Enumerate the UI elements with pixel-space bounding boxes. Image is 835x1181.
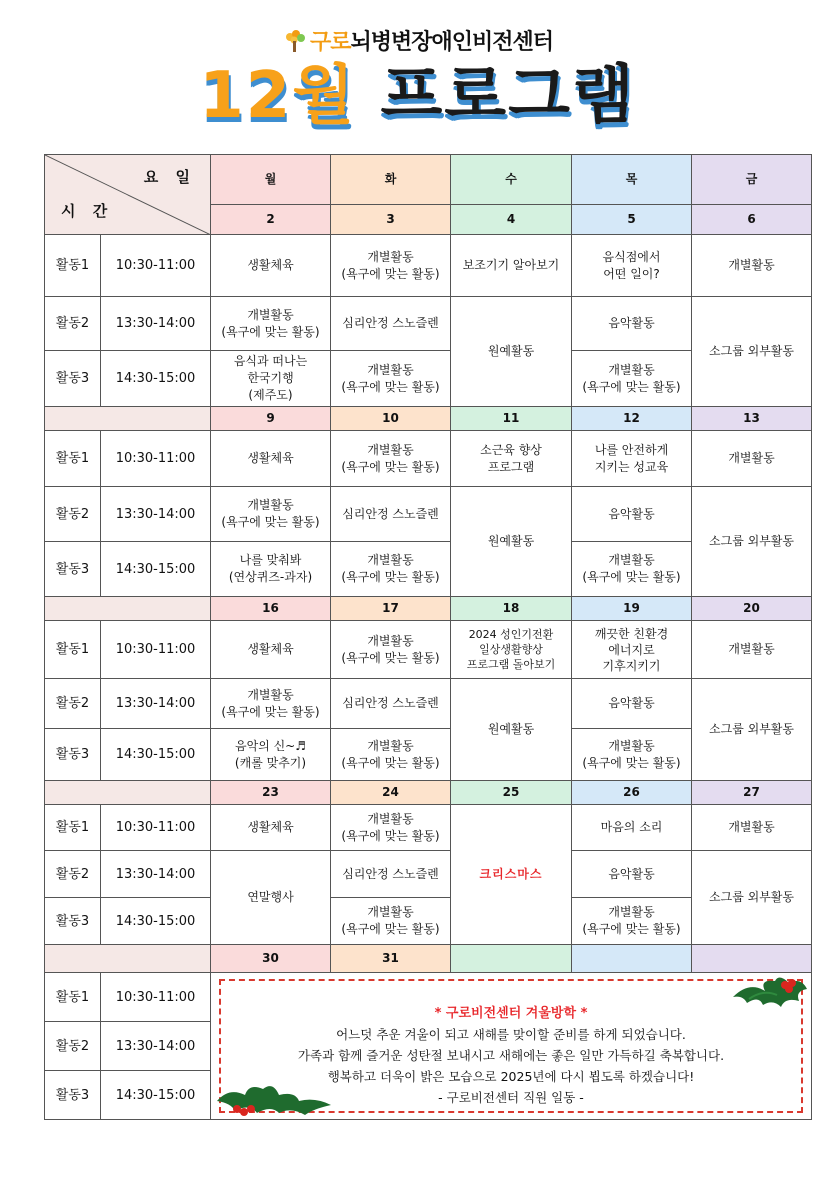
time-slot: 13:30-14:00 xyxy=(101,1022,211,1071)
day-tue: 화 xyxy=(331,155,451,205)
date-cell: 13 xyxy=(692,407,812,431)
activity-label: 활동3 xyxy=(45,729,101,781)
date-cell: 3 xyxy=(331,205,451,235)
program-cell: 개별활동 (욕구에 맞는 활동) xyxy=(331,621,451,679)
program-cell: 개별활동 xyxy=(692,805,812,851)
date-cell: 27 xyxy=(692,781,812,805)
page-title xyxy=(0,60,835,132)
program-cell: 개별활동 (욕구에 맞는 활동) xyxy=(211,487,331,542)
date-cell: 11 xyxy=(451,407,572,431)
blank-cell xyxy=(45,781,211,805)
program-cell: 개별활동 (욕구에 맞는 활동) xyxy=(572,542,692,597)
time-slot: 14:30-15:00 xyxy=(101,351,211,407)
date-cell: 24 xyxy=(331,781,451,805)
time-slot: 13:30-14:00 xyxy=(101,679,211,729)
time-slot: 13:30-14:00 xyxy=(101,487,211,542)
activity-label: 활동3 xyxy=(45,1071,101,1120)
date-cell: 20 xyxy=(692,597,812,621)
time-slot: 10:30-11:00 xyxy=(101,805,211,851)
date-cell: 12 xyxy=(572,407,692,431)
time-slot: 10:30-11:00 xyxy=(101,431,211,487)
program-cell: 생활체육 xyxy=(211,805,331,851)
activity-label: 활동3 xyxy=(45,351,101,407)
time-slot: 10:30-11:00 xyxy=(101,235,211,297)
program-cell: 음식점에서 어떤 일이? xyxy=(572,235,692,297)
program-cell: 음악활동 xyxy=(572,487,692,542)
notice-line: 가족과 함께 즐거운 성탄절 보내시고 새해에는 좋은 일만 가득하길 축복합니다. xyxy=(297,1048,725,1063)
corner-header xyxy=(45,155,211,235)
blank-cell xyxy=(45,597,211,621)
activity-label: 활동2 xyxy=(45,297,101,351)
notice-line: 행복하고 더욱이 밝은 모습으로 2025년에 다시 뵙도록 하겠습니다! xyxy=(327,1069,695,1084)
program-cell: 연말행사 xyxy=(211,851,331,945)
date-cell: 26 xyxy=(572,781,692,805)
program-cell: 개별활동 (욕구에 맞는 활동) xyxy=(572,351,692,407)
program-cell: 개별활동 (욕구에 맞는 활동) xyxy=(331,431,451,487)
activity-label: 활동1 xyxy=(45,973,101,1022)
program-cell: 심리안정 스노즐렌 xyxy=(331,487,451,542)
program-cell: 소그룹 외부활동 xyxy=(692,297,812,407)
program-cell: 개별활동 xyxy=(692,621,812,679)
activity-label: 활동1 xyxy=(45,805,101,851)
program-cell: 심리안정 스노즐렌 xyxy=(331,297,451,351)
org-suffix: 뇌병변장애인비전센터 xyxy=(350,30,554,55)
program-cell: 개별활동 (욕구에 맞는 활동) xyxy=(331,235,451,297)
program-cell: 소그룹 외부활동 xyxy=(692,851,812,945)
tree-logo-icon xyxy=(282,28,308,54)
date-cell: 31 xyxy=(331,945,451,973)
day-thu: 목 xyxy=(572,155,692,205)
program-cell: 원예활동 xyxy=(451,297,572,407)
program-cell: 음악의 신~♬ (캐롤 맞추기) xyxy=(211,729,331,781)
day-label: 요 일 xyxy=(143,168,196,186)
program-cell: 원예활동 xyxy=(451,679,572,781)
org-prefix: 구로 xyxy=(309,30,351,55)
program-cell: 음악활동 xyxy=(572,851,692,898)
notice-signature: - 구로비전센터 직원 일동 - xyxy=(438,1090,584,1105)
activity-label: 활동2 xyxy=(45,487,101,542)
activity-label: 활동2 xyxy=(45,1022,101,1071)
program-cell: 개별활동 (욕구에 맞는 활동) xyxy=(331,805,451,851)
time-slot: 13:30-14:00 xyxy=(101,297,211,351)
program-cell: 마음의 소리 xyxy=(572,805,692,851)
date-cell: 30 xyxy=(211,945,331,973)
date-cell: 16 xyxy=(211,597,331,621)
diagonal-line xyxy=(45,155,211,235)
notice-line: 어느덧 추운 겨울이 되고 새해를 맞이할 준비를 하게 되었습니다. xyxy=(336,1027,686,1042)
blank-cell xyxy=(45,945,211,973)
program-cell: 개별활동 (욕구에 맞는 활동) xyxy=(572,898,692,945)
program-cell: 개별활동 xyxy=(692,235,812,297)
blank-date-cell xyxy=(451,945,572,973)
program-cell: 개별활동 (욕구에 맞는 활동) xyxy=(572,729,692,781)
activity-label: 활동3 xyxy=(45,898,101,945)
time-label: 시 간 xyxy=(61,202,114,220)
christmas-cell: 크리스마스 xyxy=(451,805,572,945)
time-slot: 14:30-15:00 xyxy=(101,1071,211,1120)
time-slot: 10:30-11:00 xyxy=(101,621,211,679)
activity-label: 활동2 xyxy=(45,851,101,898)
program-cell: 음악활동 xyxy=(572,679,692,729)
blank-date-cell xyxy=(572,945,692,973)
program-cell: 개별활동 (욕구에 맞는 활동) xyxy=(331,351,451,407)
program-cell: 생활체육 xyxy=(211,431,331,487)
program-cell: 소근육 향상 프로그램 xyxy=(451,431,572,487)
activity-label: 활동1 xyxy=(45,621,101,679)
date-cell: 10 xyxy=(331,407,451,431)
day-wed: 수 xyxy=(451,155,572,205)
center-name xyxy=(0,28,835,58)
program-cell: 2024 성인기전환 일상생활향상 프로그램 돌아보기 xyxy=(451,621,572,679)
title-month: 12월 xyxy=(199,59,357,133)
date-cell: 4 xyxy=(451,205,572,235)
notice-text xyxy=(221,1003,801,1108)
program-cell: 음식과 떠나는 한국기행 (제주도) xyxy=(211,351,331,407)
program-cell: 원예활동 xyxy=(451,487,572,597)
program-cell: 개별활동 (욕구에 맞는 활동) xyxy=(331,542,451,597)
program-cell: 개별활동 (욕구에 맞는 활동) xyxy=(331,729,451,781)
activity-label: 활동3 xyxy=(45,542,101,597)
time-slot: 13:30-14:00 xyxy=(101,851,211,898)
time-slot: 14:30-15:00 xyxy=(101,898,211,945)
program-cell: 개별활동 (욕구에 맞는 활동) xyxy=(211,297,331,351)
blank-date-cell xyxy=(692,945,812,973)
time-slot: 14:30-15:00 xyxy=(101,542,211,597)
activity-label: 활동2 xyxy=(45,679,101,729)
time-slot: 10:30-11:00 xyxy=(101,973,211,1022)
program-cell: 생활체육 xyxy=(211,621,331,679)
program-cell: 나를 맞춰봐 (연상퀴즈-과자) xyxy=(211,542,331,597)
program-cell: 보조기기 알아보기 xyxy=(451,235,572,297)
program-cell: 소그룹 외부활동 xyxy=(692,679,812,781)
date-cell: 19 xyxy=(572,597,692,621)
date-cell: 2 xyxy=(211,205,331,235)
blank-cell xyxy=(45,407,211,431)
program-cell: 심리안정 스노즐렌 xyxy=(331,679,451,729)
day-fri: 금 xyxy=(692,155,812,205)
date-cell: 25 xyxy=(451,781,572,805)
program-cell: 개별활동 xyxy=(692,431,812,487)
program-cell: 생활체육 xyxy=(211,235,331,297)
activity-label: 활동1 xyxy=(45,431,101,487)
winter-break-notice xyxy=(211,973,812,1120)
date-cell: 9 xyxy=(211,407,331,431)
notice-title: * 구로비전센터 겨울방학 * xyxy=(434,1006,588,1021)
date-cell: 5 xyxy=(572,205,692,235)
time-slot: 14:30-15:00 xyxy=(101,729,211,781)
day-mon: 월 xyxy=(211,155,331,205)
schedule-table xyxy=(44,154,812,1120)
program-cell: 음악활동 xyxy=(572,297,692,351)
date-cell: 17 xyxy=(331,597,451,621)
page-header xyxy=(0,28,835,132)
program-cell: 심리안정 스노즐렌 xyxy=(331,851,451,898)
program-cell: 개별활동 (욕구에 맞는 활동) xyxy=(211,679,331,729)
activity-label: 활동1 xyxy=(45,235,101,297)
date-cell: 6 xyxy=(692,205,812,235)
program-cell: 나를 안전하게 지키는 성교육 xyxy=(572,431,692,487)
program-cell: 개별활동 (욕구에 맞는 활동) xyxy=(331,898,451,945)
program-cell: 소그룹 외부활동 xyxy=(692,487,812,597)
date-cell: 18 xyxy=(451,597,572,621)
title-text: 프로그램 xyxy=(380,59,636,133)
date-cell: 23 xyxy=(211,781,331,805)
program-cell: 깨끗한 친환경 에너지로 기후지키기 xyxy=(572,621,692,679)
notice-box xyxy=(219,979,803,1113)
